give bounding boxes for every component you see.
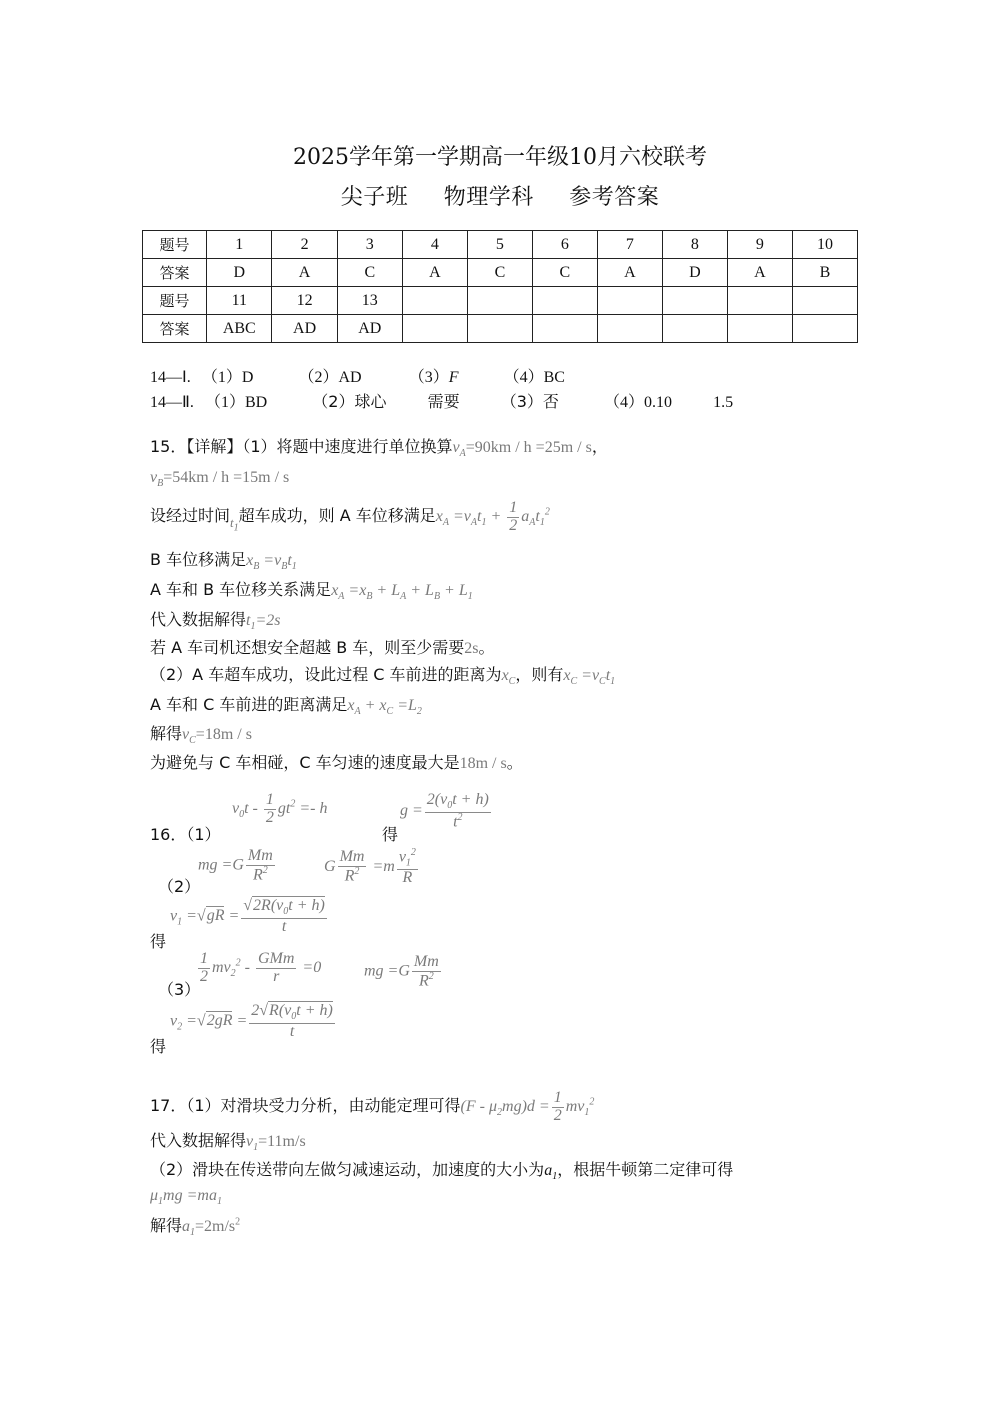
q14-2-4b: 1.5: [713, 394, 734, 411]
q15-line8: [150, 662, 615, 687]
var-a1-sym: a: [544, 1162, 553, 1179]
answer-cell: A: [727, 259, 792, 287]
q14-1-4: （4）BC: [503, 369, 565, 386]
q14-2-2b: 需要: [427, 392, 460, 411]
answer-cell: [727, 287, 792, 315]
q17-line3: [150, 1157, 733, 1182]
eq16-v1: $v_1 =√gR$ = $\frac{√2R(v_0t + h)}{t}$: [170, 897, 325, 935]
var-xC: $x_C$: [501, 667, 516, 688]
var-vA: $v_A$: [452, 439, 466, 460]
q14-part1-label: 14—Ⅰ.: [150, 369, 191, 386]
q16-part2-label: （2）: [158, 877, 201, 896]
eq17-newton: $\mu_1mg =ma_1$: [150, 1187, 222, 1208]
answer-table-row: [143, 259, 858, 287]
q17-v1-value: =11m/s: [258, 1133, 306, 1150]
q15-l10: 解得: [150, 724, 183, 743]
var-a1: $a_1$: [544, 1162, 558, 1183]
answer-cell: C: [532, 259, 597, 287]
q17-line4: [150, 1185, 222, 1207]
q16-part3-label: （3）: [158, 980, 201, 999]
document-title: 2025学年第一学期高一年级10月六校联考: [293, 145, 707, 170]
answer-cell: B: [792, 259, 857, 287]
var-a1b: $a_1$: [182, 1218, 196, 1239]
q17-l1: 17．（1）对滑块受力分析，由动能定理可得: [150, 1095, 461, 1115]
answer-cell: 4: [402, 231, 467, 259]
answer-table-row: [143, 287, 858, 315]
q15-vC-value: =18m / s: [195, 726, 252, 743]
answer-cell: C: [337, 259, 402, 287]
answer-cell: 13: [337, 287, 402, 315]
answer-cell: D: [207, 259, 272, 287]
eq17-energy: $(F - \mu_2mg)d$ = $\frac{1}{2}$ $mv_1^2$: [460, 1089, 595, 1124]
q15-line1: [150, 434, 608, 459]
answer-cell: A: [272, 259, 337, 287]
q15-comma: ，: [591, 437, 608, 456]
answer-cell: AD: [337, 315, 402, 343]
subtitle-subject: 物理学科: [443, 185, 534, 210]
answer-cell: AD: [272, 315, 337, 343]
q17-a1-value: $=2m/s^2$: [195, 1216, 241, 1235]
answer-cell: [597, 287, 662, 315]
var-t1: t1: [230, 514, 239, 534]
q17-line1: [150, 1090, 594, 1125]
q15-l4: B 车位移满足: [150, 550, 247, 569]
answer-table-row: [143, 231, 858, 259]
answer-table-row: [143, 315, 858, 343]
answer-cell: 5: [467, 231, 532, 259]
answer-cell: A: [402, 259, 467, 287]
row-header: 答案: [143, 315, 207, 343]
answer-cell: [402, 287, 467, 315]
q15-l3a: 设经过时间: [150, 505, 231, 525]
answer-cell: C: [467, 259, 532, 287]
q15-l8a: （2）A 车超车成功，设此过程 C 车前进的距离为: [150, 665, 502, 684]
q14-part2: [150, 389, 733, 412]
eq16-2a: mg =G $\frac{Mm}{R^2}$: [198, 847, 273, 884]
q14-1-2: （2）AD: [298, 369, 362, 386]
q14-2-4: （4）0.10: [603, 394, 672, 411]
answer-cell: [467, 287, 532, 315]
q14-part2-label: 14—Ⅱ.: [150, 394, 194, 411]
answer-cell: [662, 287, 727, 315]
answer-cell: [597, 315, 662, 343]
q15-l5: A 车和 B 车位移关系满足: [150, 580, 332, 599]
answer-cell: [662, 315, 727, 343]
answer-cell: [792, 315, 857, 343]
answer-cell: 2: [272, 231, 337, 259]
answer-cell: D: [662, 259, 727, 287]
answer-cell: 8: [662, 231, 727, 259]
subtitle-doc-type: 参考答案: [569, 185, 660, 210]
q15-period: 。: [478, 638, 495, 657]
answer-cell: [792, 287, 857, 315]
q17-l3b: ，根据牛顿第二定律可得: [557, 1160, 734, 1179]
q15-line7: [150, 635, 495, 658]
answer-cell: 10: [792, 231, 857, 259]
eq16-2b: G $\frac{Mm}{R^2}$ =m $\frac{v_1^2}{R}$: [324, 847, 416, 887]
q14-1-3-value: F: [448, 369, 459, 386]
q15-line4: [150, 547, 297, 572]
q14-2-1: （1）BD: [204, 394, 268, 411]
answer-cell: 11: [207, 287, 272, 315]
q14-1-3: （3）: [408, 369, 449, 386]
q15-line3: [150, 500, 550, 535]
eq16-v2: $v_2 =√2gR$ = $\frac{2√R(v_0t + h)}{t}$: [170, 1002, 333, 1040]
eq16-1: $v_0t$ - $\frac{1}{2}$ $gt^2 =- h$: [232, 791, 328, 826]
subtitle-class: 尖子班: [340, 185, 409, 210]
q17-line5: [150, 1213, 240, 1238]
answer-cell: ABC: [207, 315, 272, 343]
answer-cell: [467, 315, 532, 343]
eq16-3a: $\frac{1}{2}$ $mv_2^2$ - $\frac{\text{GMm}}{r}$ =0: [200, 950, 322, 985]
q15-l8b: ，则有: [515, 665, 564, 684]
answer-cell: 3: [337, 231, 402, 259]
eq-xA: $x_A =v_At_1$ + $\frac{1}{2}$ $a_At_1^2$: [435, 499, 550, 534]
row-header: 题号: [143, 231, 207, 259]
eq-xC: $x_C =v_Ct_1$: [563, 667, 616, 688]
answer-cell: 9: [727, 231, 792, 259]
q15-line5: [150, 577, 473, 602]
q14-1-1: （1）D: [201, 369, 254, 386]
q14-2-2: （2）球心: [312, 392, 387, 411]
eq-sum: $x_A + x_C =L_2$: [347, 697, 422, 718]
q16-de-3: 得: [150, 1037, 167, 1056]
q17-l2: 代入数据解得: [150, 1131, 247, 1150]
answer-cell: 7: [597, 231, 662, 259]
document-subtitle: [0, 180, 1000, 211]
q15-period2: 。: [506, 753, 523, 772]
q15-t1-value: =2s: [255, 612, 281, 629]
q15-vA-value: =90km / h =25m / s: [465, 439, 592, 456]
row-header: 答案: [143, 259, 207, 287]
q14-part1: [150, 364, 565, 387]
eq-xB: $x_B =v_Bt_1$: [246, 552, 297, 573]
q15-min-time: 2s: [464, 640, 479, 657]
answer-cell: 1: [207, 231, 272, 259]
q15-l6: 代入数据解得: [150, 610, 247, 629]
answer-cell: [532, 287, 597, 315]
q15-l3b: 超车成功，则 A 车位移满足: [238, 505, 436, 525]
var-t1b: $t_1$: [246, 612, 256, 633]
q15-l7: 若 A 车司机还想安全超越 B 车，则至少需要: [150, 638, 465, 657]
eq16-g: g = $\frac{2(v_0t + h)}{t^2}$: [400, 791, 489, 831]
q15-intro: 15．【详解】（1）将题中速度进行单位换算: [150, 437, 453, 456]
q15-max-speed: 18m / s: [459, 755, 507, 772]
q15-line11: [150, 750, 523, 773]
row-header: 题号: [143, 287, 207, 315]
answer-table: [142, 230, 858, 343]
q17-a1-text: =2m/s: [195, 1218, 236, 1235]
answer-cell: 12: [272, 287, 337, 315]
eq16-3b: mg =G $\frac{Mm}{R^2}$: [364, 953, 439, 990]
answer-cell: A: [597, 259, 662, 287]
answer-cell: [532, 315, 597, 343]
q15-line2: [150, 467, 289, 489]
answer-cell: [727, 315, 792, 343]
q15-line6: [150, 607, 281, 632]
q16-label: 16．（1）: [150, 825, 221, 844]
var-v1: $v_1$: [246, 1133, 259, 1154]
answer-cell: 6: [532, 231, 597, 259]
q17-l3a: （2）滑块在传送带向左做匀减速运动，加速度的大小为: [150, 1160, 545, 1179]
var-vB: $v_B$: [150, 469, 164, 490]
q15-vB-value: =54km / h =15m / s: [163, 469, 290, 486]
q15-line9: [150, 692, 422, 717]
q15-l11: 为避免与 C 车相碰，C 车匀速的速度最大是: [150, 753, 460, 772]
q16-de-1: 得: [382, 825, 399, 844]
eq-relation: $x_A =x_B + L_A + L_B + L_1$: [331, 582, 473, 603]
q17-line2: [150, 1128, 306, 1153]
q17-l5: 解得: [150, 1216, 183, 1235]
q14-2-3: （3）否: [500, 392, 559, 411]
q16-de-2: 得: [150, 932, 167, 951]
q15-line10: [150, 721, 252, 746]
answer-cell: [402, 315, 467, 343]
var-vC: $v_C$: [182, 726, 196, 747]
q15-l9: A 车和 C 车前进的距离满足: [150, 695, 348, 714]
